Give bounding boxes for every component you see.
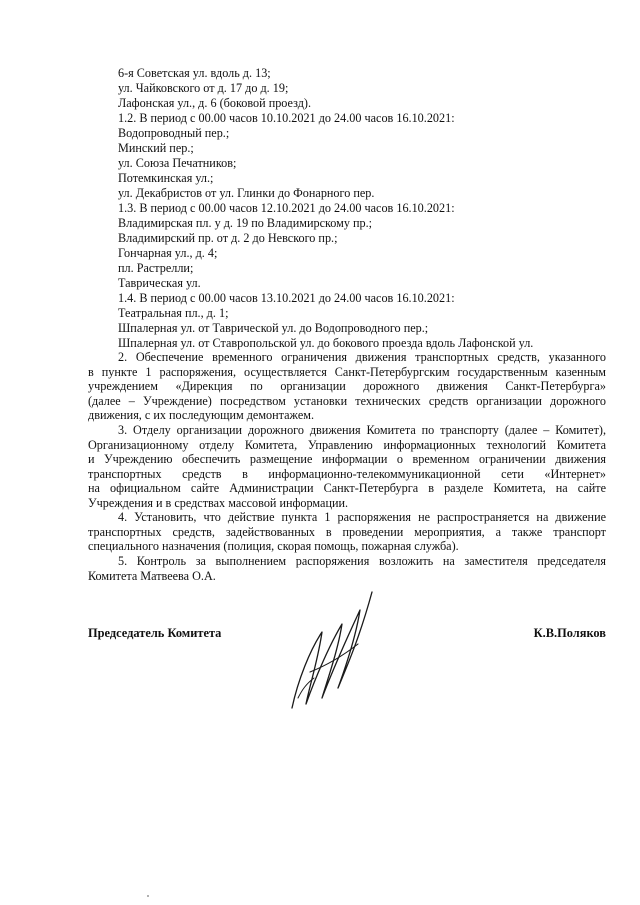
paragraph-line: движения, с их последующим демонтажем.	[88, 408, 314, 423]
list-line: ул. Союза Печатников;	[118, 156, 237, 170]
signatory-name: К.В.Поляков	[533, 626, 606, 640]
paragraph-line: (далее – Учреждение) посредством установки технических средств организации дорожного	[88, 393, 606, 408]
section-heading: 1.4. В период с 00.00 часов 13.10.2021 до 24.00 часов 16.10.2021:	[118, 291, 455, 305]
section-heading: 1.3. В период с 00.00 часов 12.10.2021 до 24.00 часов 16.10.2021:	[118, 201, 455, 215]
list-line: Театральная пл., д. 1;	[118, 306, 229, 320]
paragraph-line: 3. Отделу организации дорожного движения Комитета по транспорту (далее – Комитет),	[118, 423, 606, 437]
list-line: Минский пер.;	[118, 141, 194, 155]
handwritten-signature	[280, 580, 380, 720]
paragraph-line: Организационному отделу Комитета, Управлению информационных технологий Комитета	[88, 437, 606, 452]
paragraph-line: и Учреждению обеспечить размещение информации о временном ограничении движения	[88, 452, 606, 467]
list-line: Шпалерная ул. от Ставропольской ул. до бокового проезда вдоль Лафонской ул.	[118, 336, 534, 350]
paragraph-line: 4. Установить, что действие пункта 1 распоряжения не распространяется на движение	[118, 510, 606, 524]
paragraph-line: на официальном сайте Администрации Санкт-Петербурга в разделе Комитета, на сайте	[88, 481, 606, 496]
list-line: Владимирский пр. от д. 2 до Невского пр.;	[118, 231, 338, 245]
list-line: Шпалерная ул. от Таврической ул. до Водопроводного пер.;	[118, 321, 429, 335]
paragraph-line: специального назначения (полиция, скорая помощь, пожарная служба).	[88, 539, 459, 554]
list-line: Лафонская ул., д. 6 (боковой проезд).	[118, 96, 312, 110]
list-line: Гончарная ул., д. 4;	[118, 246, 218, 260]
paragraph-line: 5. Контроль за выполнением распоряжения возложить на заместителя председателя	[118, 554, 606, 568]
list-line: Водопроводный пер.;	[118, 126, 230, 140]
paragraph-4	[88, 510, 606, 554]
list-line: Потемкинская ул.;	[118, 171, 214, 185]
paragraph-line: учреждением «Дирекция по организации дорожного движения Санкт-Петербурга»	[88, 379, 606, 394]
list-line: Таврическая ул.	[118, 276, 201, 290]
paragraph-line: транспортных средств в информационно-телекоммуникационной сети «Интернет»	[88, 466, 606, 481]
paragraph-line: транспортных средств, задействованных в проведении мероприятия, а также транспорт	[88, 524, 606, 539]
paragraph-line: в пункте 1 распоряжения, осуществляется Санкт-Петербургским государственным казенным	[88, 364, 606, 379]
list-line: пл. Растрелли;	[118, 261, 194, 275]
section-heading: 1.2. В период с 00.00 часов 10.10.2021 до 24.00 часов 16.10.2021:	[118, 111, 455, 125]
paragraph-line: Учреждения и в средствах массовой информации.	[88, 495, 349, 510]
list-line: ул. Чайковского от д. 17 до д. 19;	[118, 81, 289, 95]
scan-speck	[147, 895, 149, 897]
list-line: 6-я Советская ул. вдоль д. 13;	[118, 66, 271, 80]
paragraph-2	[88, 350, 606, 423]
list-line: ул. Декабристов от ул. Глинки до Фонарного пер.	[118, 186, 375, 200]
signatory-title: Председатель Комитета	[88, 626, 222, 640]
paragraph-3	[88, 423, 606, 511]
paragraph-line: 2. Обеспечение временного ограничения движения транспортных средств, указанного	[118, 350, 606, 364]
paragraph-line: Комитета Матвеева О.А.	[88, 568, 216, 583]
paragraph-5	[88, 554, 606, 583]
list-line: Владимирская пл. у д. 19 по Владимирскому пр.;	[118, 216, 373, 230]
